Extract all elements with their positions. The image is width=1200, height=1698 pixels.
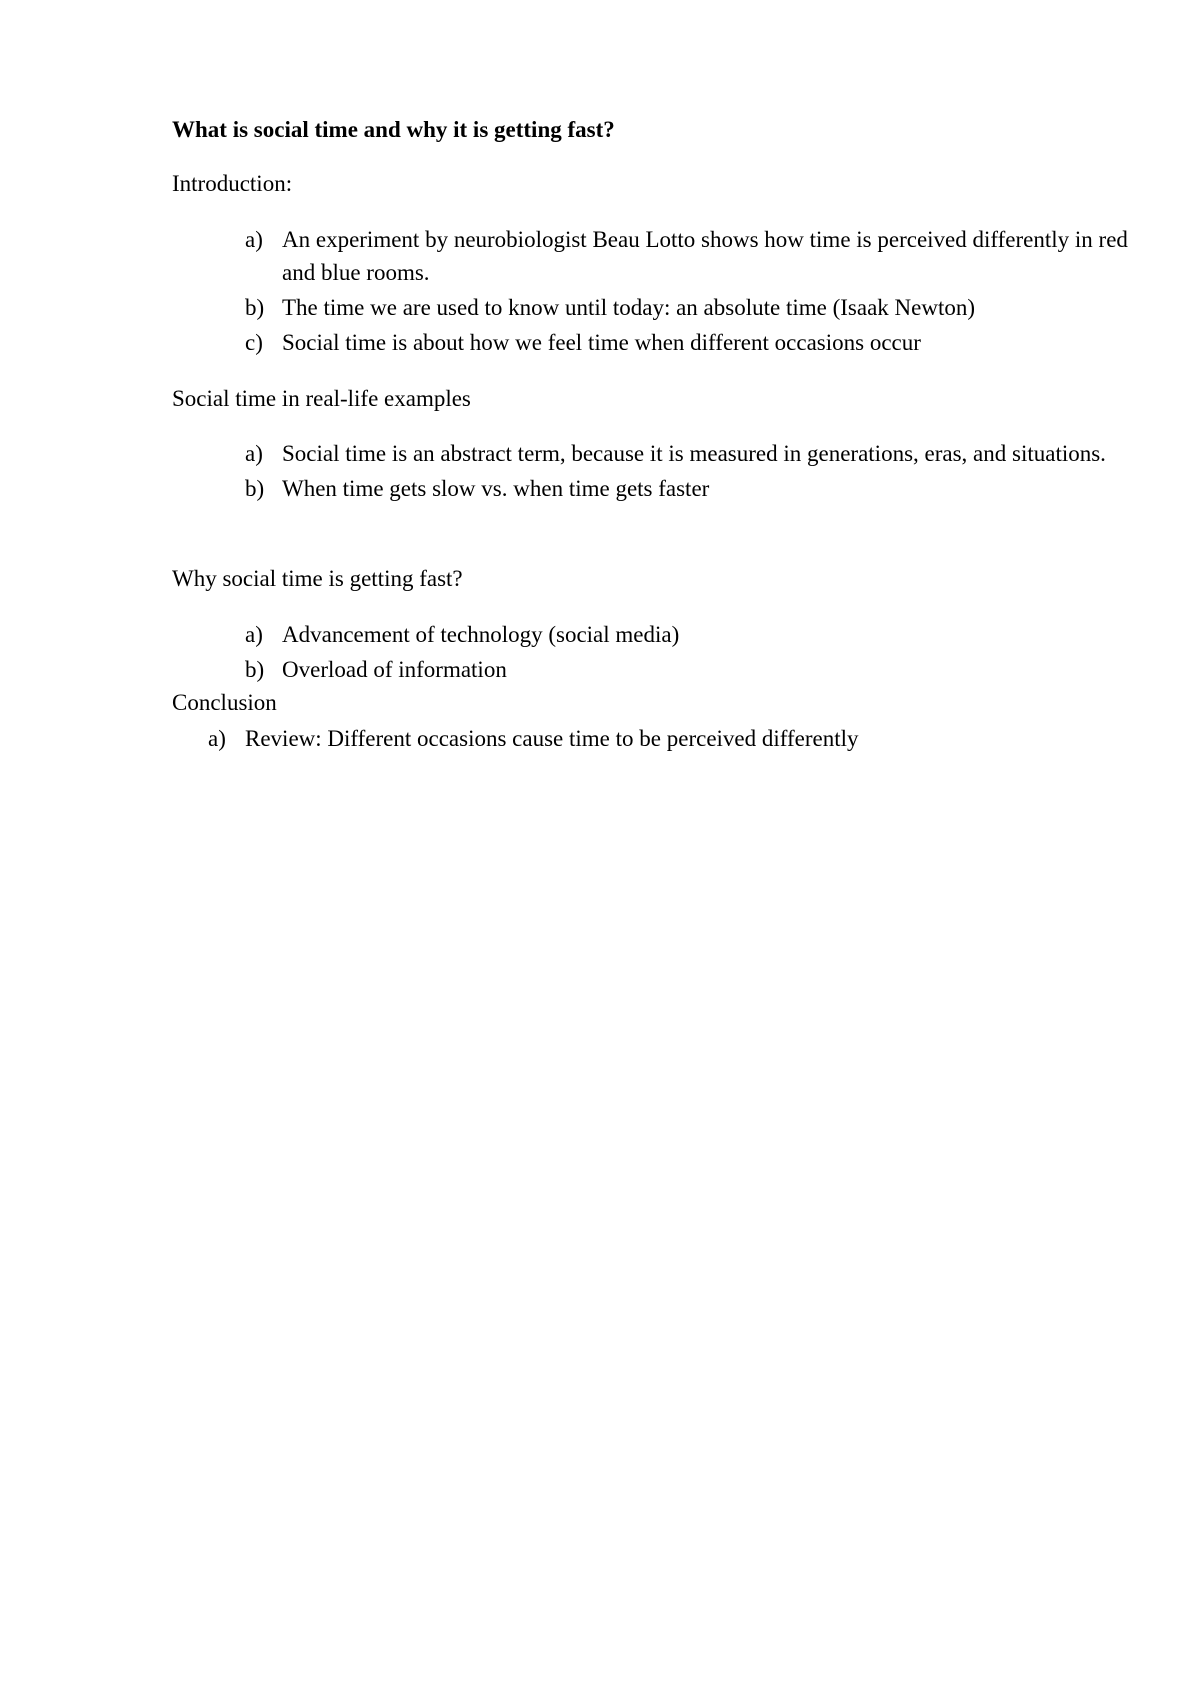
list-item-text: An experiment by neurobiologist Beau Lotto shows how time is perceived differently in red and blue rooms. [282, 227, 1128, 285]
list-marker: b) [245, 295, 265, 320]
section-heading-conclusion: Conclusion [172, 690, 277, 715]
why-fast-list [245, 618, 1142, 686]
list-item-text: The time we are used to know until today: an absolute time (Isaak Newton) [282, 295, 975, 320]
list-item-text: Social time is an abstract term, because it is measured in generations, eras, and situations. [282, 441, 1106, 466]
list-item-text: Social time is about how we feel time when different occasions occur [282, 330, 921, 355]
list-marker: a) [245, 227, 263, 252]
list-item-text: Overload of information [282, 657, 507, 682]
list-marker: a) [245, 622, 263, 647]
list-item [208, 722, 1105, 755]
document-title: What is social time and why it is getting fast? [172, 117, 615, 142]
conclusion-list [208, 722, 1105, 755]
introduction-list [245, 223, 1142, 359]
list-marker: b) [245, 476, 265, 501]
list-item [245, 472, 1142, 505]
list-item [245, 653, 1142, 686]
real-life-examples-list [245, 437, 1142, 505]
list-marker: b) [245, 657, 265, 682]
list-item [245, 223, 1142, 289]
list-marker: a) [208, 726, 226, 751]
section-heading-why-fast: Why social time is getting fast? [172, 566, 463, 591]
section-heading-real-life-examples: Social time in real-life examples [172, 386, 471, 411]
list-item-text: When time gets slow vs. when time gets faster [282, 476, 710, 501]
list-marker: a) [245, 441, 263, 466]
list-item [245, 326, 1142, 359]
list-marker: c) [245, 330, 263, 355]
list-item [245, 291, 1142, 324]
section-heading-introduction: Introduction: [172, 171, 293, 196]
list-item [245, 437, 1142, 470]
list-item [245, 618, 1142, 651]
list-item-text: Advancement of technology (social media) [282, 622, 680, 647]
list-item-text: Review: Different occasions cause time to be perceived differently [245, 726, 859, 751]
